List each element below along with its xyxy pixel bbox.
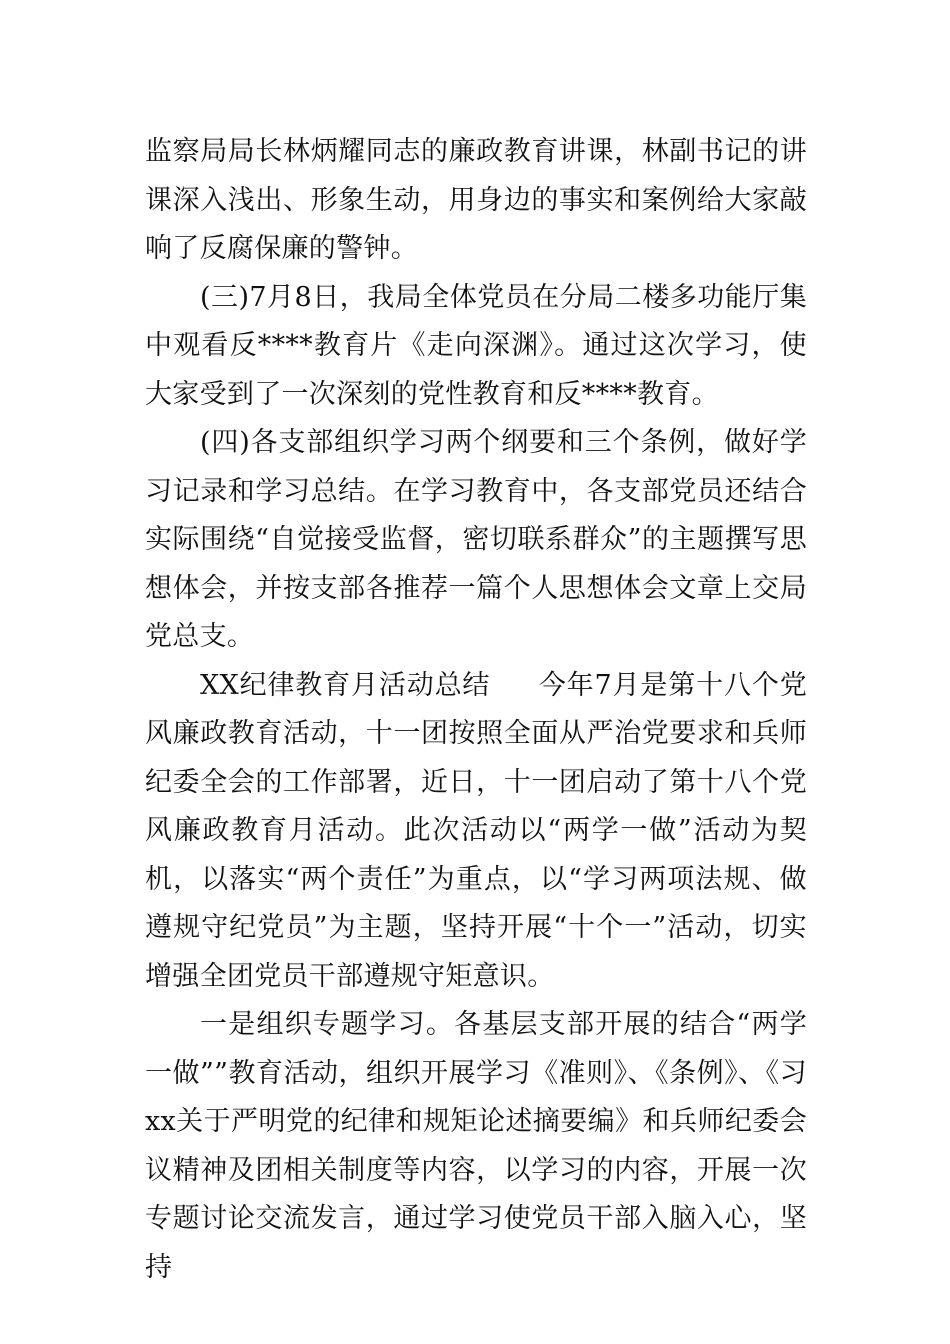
paragraph-text: (三)7月8日，我局全体党员在分局二楼多功能厅集中观看反****教育片《走向深渊》。通过这次学习，使大家受到了一次深刻的党性教育和反****教育。 (145, 281, 807, 410)
paragraph-2 (145, 274, 807, 420)
document-body (145, 128, 807, 1292)
paragraph-text: (四)各支部组织学习两个纲要和三个条例，做好学习记录和学习总结。在学习教育中，各支部党员还结合实际围绕“自觉接受监督，密切联系群众”的主题撰写思想体会，并按支部各推荐一篇个人思想体会文章上交局党总支。 (145, 427, 807, 652)
paragraph-text: 今年7月是第十八个党风廉政教育活动，十一团按照全面从严治党要求和兵师纪委全会的工作部署，近日，十一团启动了第十八个党风廉政教育月活动。此次活动以“两学一做”活动为契机，以落实“两个责任”为重点，以“学习两项法规、做遵规守纪党员”为主题，坚持开展“十个一”活动，切实增强全团党员干部遵规守矩意识。 (145, 669, 807, 992)
paragraph-3 (145, 419, 807, 662)
section-title: XX纪律教育月活动总结 (200, 669, 491, 701)
paragraph-5 (145, 1001, 807, 1292)
paragraph-text: 监察局局长林炳耀同志的廉政教育讲课，林副书记的讲课深入浅出、形象生动，用身边的事实和案例给大家敲响了反腐保廉的警钟。 (145, 136, 807, 264)
paragraph-4 (145, 662, 807, 1002)
paragraph-1 (145, 128, 807, 274)
paragraph-text: 一是组织专题学习。各基层支部开展的结合“两学一做””教育活动，组织开展学习《准则》、《条例》、《习xx关于严明党的纪律和规矩论述摘要编》和兵师纪委会议精神及团相关制度等内容，以学习的内容，开展一次专题讨论交流发言，通过学习使党员干部入脑入心，坚持 (145, 1009, 807, 1283)
